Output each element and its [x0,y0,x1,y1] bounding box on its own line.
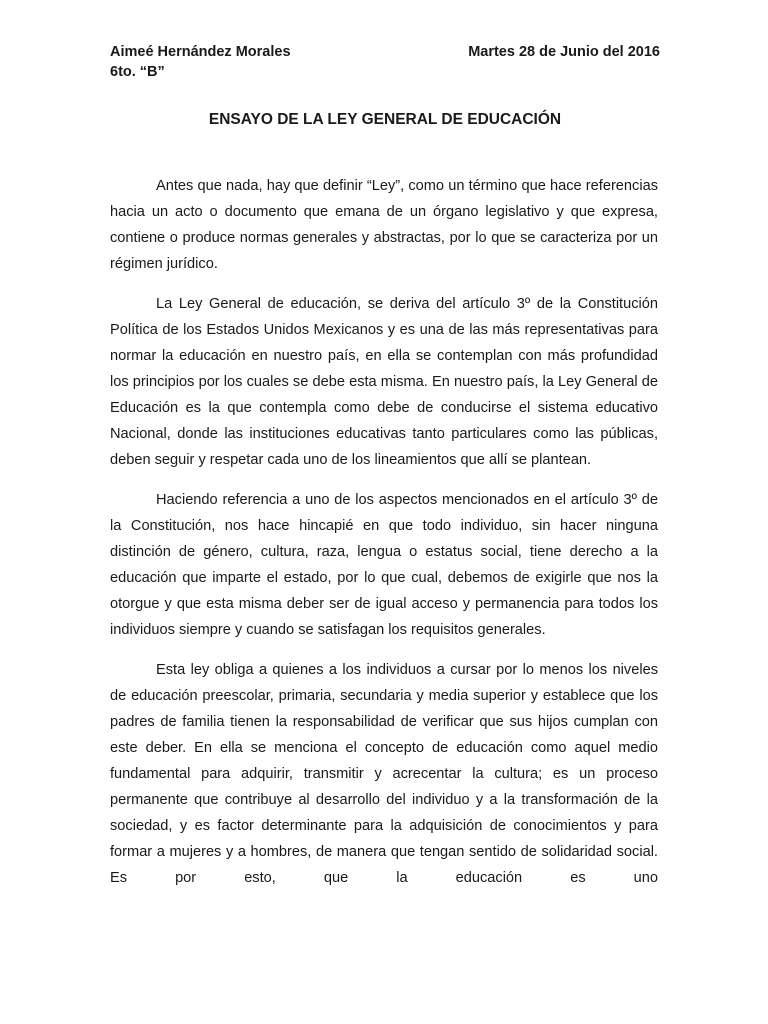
document-title: ENSAYO DE LA LEY GENERAL DE EDUCACIÓN [208,111,562,128]
document-header [110,42,660,82]
document-body [110,173,658,905]
author-name: Aimeé Hernández Morales [110,44,291,60]
paragraph-2: La Ley General de educación, se deriva del artículo 3º de la Constitución Política de los Estados Unidos Mexicanos y es una de las más representativas para normar la educación en nuestro país, en ella se contemplan con más profundidad los principios por los cuales se debe esta misma. En nuestro país, la Ley General de Educación es la que contempla como debe de conducirse el sistema educativo Nacional, donde las instituciones educativas tanto particulares como las públicas, deben seguir y respetar cada uno de los lineamientos que allí se plantean. [110,296,658,468]
paragraph-4: Esta ley obliga a quienes a los individuos a cursar por lo menos los niveles de educación preescolar, primaria, secundaria y media superior y establece que los padres de familia tienen la responsabilidad de verificar que sus hijos cumplan con este deber. En ella se menciona el concepto de educación como aquel medio fundamental para adquirir, transmitir y acrecentar la cultura; es un proceso permanente que contribuye al desarrollo del individuo y a la transformación de la sociedad, y es factor determinante para la adquisición de conocimientos y para formar a mujeres y a hombres, de manera que tengan sentido de solidaridad social. Es por esto, que la educación es uno [110,662,658,886]
paragraph-1: Antes que nada, hay que definir “Ley”, como un término que hace referencias hacia un acto o documento que emana de un órgano legislativo y que expresa, contiene o produce normas generales y abstractas, por lo que se caracteriza por un régimen jurídico. [110,178,658,272]
paragraph-3: Haciendo referencia a uno de los aspectos mencionados en el artículo 3º de la Constitución, nos hace hincapié en que todo individuo, sin hacer ninguna distinción de género, cultura, raza, lengua o estatus social, tiene derecho a la educación que imparte el estado, por lo que cual, debemos de exigirle que nos la otorgue y que esta misma deber ser de igual acceso y permanencia para todos los individuos siempre y cuando se satisfagan los requisitos generales. [110,492,658,638]
document-date: Martes 28 de Junio del 2016 [468,44,660,60]
header-row [110,42,660,62]
group-label: 6to. “B” [110,64,165,80]
